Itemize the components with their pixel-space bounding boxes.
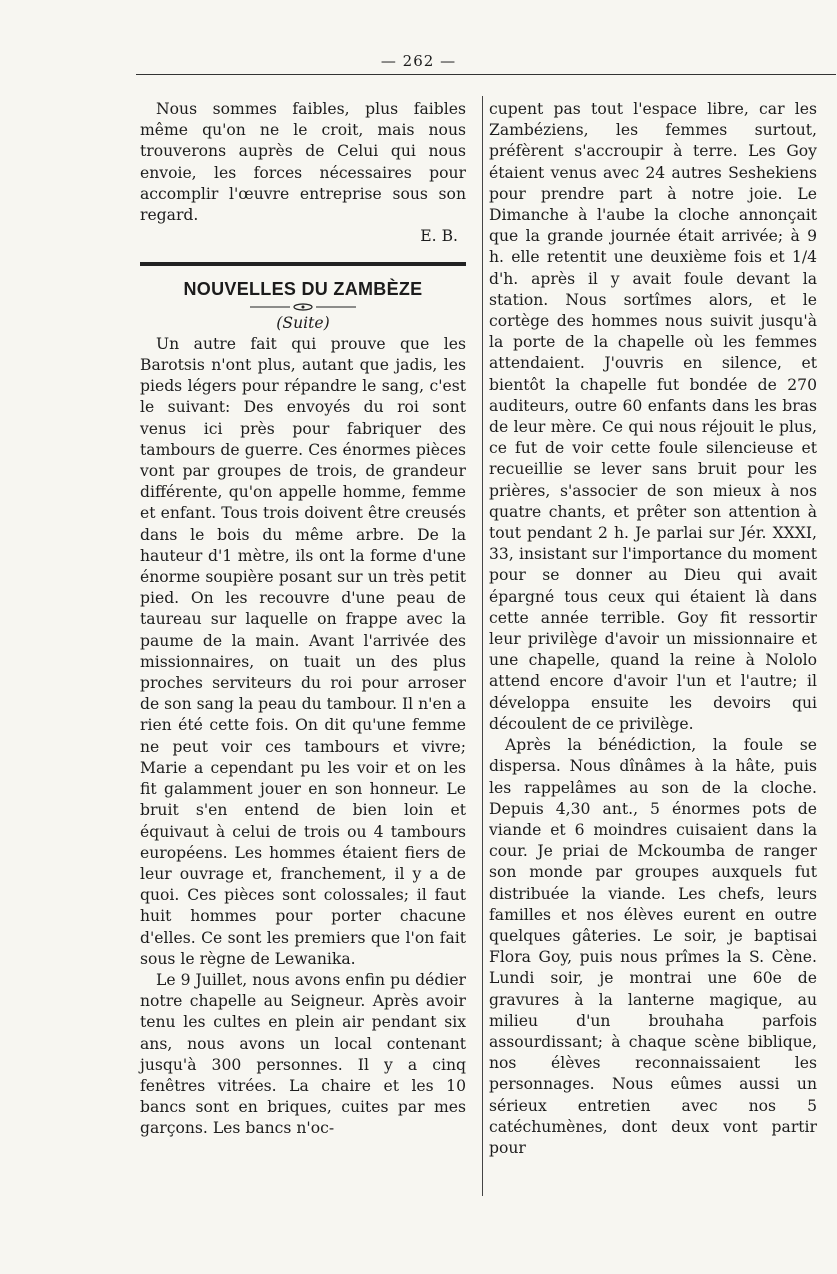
header-rule	[136, 74, 836, 75]
page-number: — 262 —	[380, 52, 457, 70]
right-paragraph-2: Après la bénédiction, la foule se dispersa. Nous dînâmes à la hâte, puis les rappelâmes au son de la cloche. Depuis 4,30 ant., 5 énormes pots de viande et 6 moindres cuisaient dans la cour. Je priai de Mckoumba de ranger son monde par groupes auxquels fut distribuée la viande. Les chefs, leurs familles et nos élèves eurent en outre quelques gâteries. Le soir, je baptisai Flora Goy, puis nous prîmes la S. Cène. Lundi soir, je montrai une 60e de gravures à la lanterne magique, au milieu d'un brouhaha parfois assourdissant; à chaque scène biblique, nos élèves reconnaissaient les personnages. Nous eûmes aussi un sérieux entretien avec nos 5 catéchumènes, dont deux vont partir pour	[489, 736, 817, 1157]
left-paragraph-1: Un autre fait qui prouve que les Barotsis n'ont plus, autant que jadis, les pieds légers pour répandre le sang, c'est le suivant: Des envoyés du roi sont venus ici près pour fabriquer des tambours de guerre. Ces énormes pièces vont par groupes de trois, de grandeur différente, qu'on appelle homme, femme et enfant. Tous trois doivent être creusés dans le bois du même arbre. De la hauteur d'1 mètre, ils ont la forme d'une énorme soupière posant sur un très petit pied. On les recouvre d'une peau de taureau sur laquelle on frappe avec la paume de la main. Avant l'arrivée des missionnaires, on tuait un des plus proches serviteurs du roi pour arroser de son sang la peau du tambour. Il n'en a rien été cette fois. On dit qu'une femme ne peut voir ces tambours et vivre; Marie a cependant pu les voir et on les fit galamment jouer en son honneur. Le bruit s'en entend de bien loin et équivaut à celui de trois ou 4 tambours européens. Les hommes étaient fiers de leur ouvrage et, franchement, il y a de quoi. Ces pièces sont colossales; il faut huit hommes pour porter chacune d'elles. Ce sont les premiers que l'on fait sous le règne de Lewanika.	[140, 334, 466, 968]
section-subtitle: (Suite)	[276, 313, 330, 332]
section-title: NOUVELLES DU ZAMBÈZE	[183, 279, 423, 300]
section-separator-rule	[140, 262, 466, 266]
ornament-flourish	[248, 303, 358, 311]
right-paragraph-1: cupent pas tout l'espace libre, car les Zambéziens, les femmes surtout, préfèrent s'accroupir à terre. Les Goy étaient venus avec 24 autres Seshekiens pour prendre part à notre joie. Le Dimanche à l'aube la cloche annonçait que la grande journée était arrivée; à 9 h. elle retentit une deuxième fois et 1/4 d'h. après il y avait foule devant la station. Nous sortîmes alors, et le cortège des hommes nous suivit jusqu'à la porte de la chapelle où les femmes attendaient. J'ouvris en silence, et bientôt la chapelle fut bondée de 270 auditeurs, outre 60 enfants dans les bras de leur mère. Ce qui nous réjouit le plus, ce fut de voir cette foule silencieuse et recueillie se lever sans bruit pour les prières, s'associer de son mieux à nos quatre chants, et prêter son attention à tout pendant 2 h. Je parlai sur Jér. XXXI, 33, insistant sur l'importance du moment pour se donner au Dieu qui avait épargné tous ceux qui étaient là dans cette année terrible. Goy fit ressortir leur privilège d'avoir un missionnaire et une chapelle, quand la reine à Nololo attend encore d'avoir l'un et l'autre; il développa ensuite les devoirs qui découlent de ce privilège.	[489, 100, 817, 733]
ornament-divider	[140, 303, 466, 311]
signature: E. B.	[420, 227, 458, 246]
left-paragraph-2: Le 9 Juillet, nous avons enfin pu dédier notre chapelle au Seigneur. Après avoir tenu les cultes en plein air pendant six ans, nous avons un local contenant jusqu'à 300 personnes. Il y a cinq fenêtres vitrées. La chaire et les 10 bancs sont en briques, cuites par mes garçons. Les bancs n'oc-	[140, 970, 466, 1138]
left-column	[140, 99, 466, 1140]
right-column	[489, 99, 817, 1159]
closing-paragraph: Nous sommes faibles, plus faibles même qu'on ne le croit, mais nous trouverons auprès de Celui qui nous envoie, les forces nécessaires pour accomplir l'œuvre entreprise sous son regard.	[140, 100, 466, 225]
column-divider	[482, 96, 483, 1196]
